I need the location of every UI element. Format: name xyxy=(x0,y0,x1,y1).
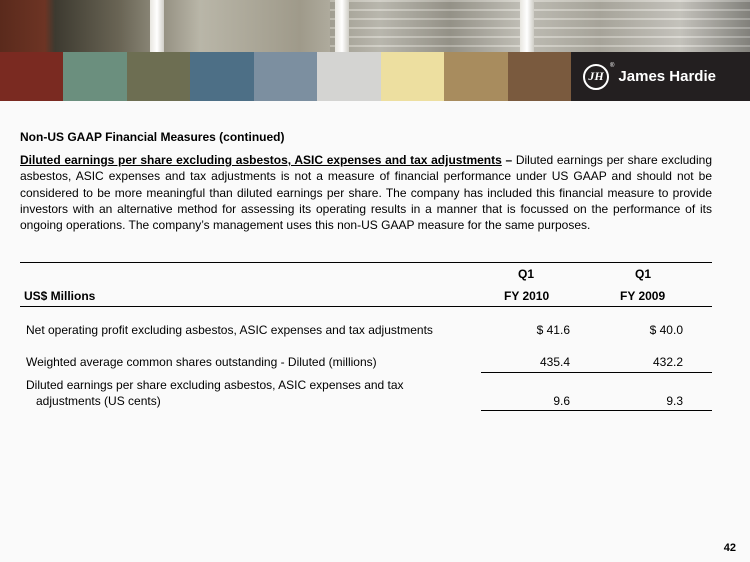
registered-mark: ® xyxy=(610,63,615,69)
row-label-net-operating-profit: Net operating profit excluding asbestos, ASIC expenses and tax adjustments xyxy=(26,323,433,337)
color-swatch xyxy=(508,52,572,101)
row-label-diluted-eps-line1: Diluted earnings per share excluding asbestos, ASIC expenses and tax xyxy=(26,378,404,392)
color-swatch xyxy=(381,52,445,101)
row3-col2-value: 9.3 xyxy=(666,394,683,408)
james-hardie-logo xyxy=(571,52,750,101)
header-bottom-rule xyxy=(20,306,712,307)
color-swatch xyxy=(317,52,381,101)
color-swatch xyxy=(190,52,254,101)
col1-period: Q1 xyxy=(518,267,535,281)
col2-year: FY 2009 xyxy=(620,289,666,303)
definition-dash: – xyxy=(501,153,516,167)
house-photo xyxy=(0,0,750,52)
color-swatch xyxy=(444,52,508,101)
table-top-rule xyxy=(20,262,712,263)
color-swatch xyxy=(254,52,318,101)
section-heading: Non-US GAAP Financial Measures (continued) xyxy=(20,130,285,144)
row2-underline xyxy=(481,372,712,373)
unit-label: US$ Millions xyxy=(24,289,96,303)
header-banner xyxy=(0,0,750,101)
row1-col2-value: $ 40.0 xyxy=(649,323,683,337)
color-swatch xyxy=(127,52,191,101)
color-swatch xyxy=(63,52,127,101)
row1-col1-value: $ 41.6 xyxy=(536,323,570,337)
color-swatch xyxy=(0,52,64,101)
definition-body: Diluted earnings per share excluding asbestos, ASIC expenses and tax adjustments is not a measure of financial performance under US GAAP and should not be considered to be more meaningful than diluted earnings per share. The company has included this financial measure to provide investors with an alternative method for assessing its operating results in a manner that is focussed on the performance of its ongoing operations. The company’s management uses this non-US GAAP measure for the same purposes. xyxy=(20,153,712,233)
row-label-diluted-eps-line2: adjustments (US cents) xyxy=(36,394,161,408)
row2-col1-value: 435.4 xyxy=(539,355,570,369)
row2-col2-value: 432.2 xyxy=(652,355,683,369)
row-label-weighted-shares: Weighted average common shares outstanding - Diluted (millions) xyxy=(26,355,377,369)
row3-underline xyxy=(481,410,712,411)
definition-term: Diluted earnings per share excluding asbestos, ASIC expenses and tax adjustments xyxy=(20,153,502,167)
row3-col1-value: 9.6 xyxy=(553,394,570,408)
page-number: 42 xyxy=(723,542,736,554)
logo-mark-icon: JH xyxy=(583,64,609,90)
definition-paragraph xyxy=(20,152,712,233)
col1-year: FY 2010 xyxy=(504,289,550,303)
logo-wordmark: James Hardie xyxy=(618,68,716,85)
col2-period: Q1 xyxy=(635,267,652,281)
